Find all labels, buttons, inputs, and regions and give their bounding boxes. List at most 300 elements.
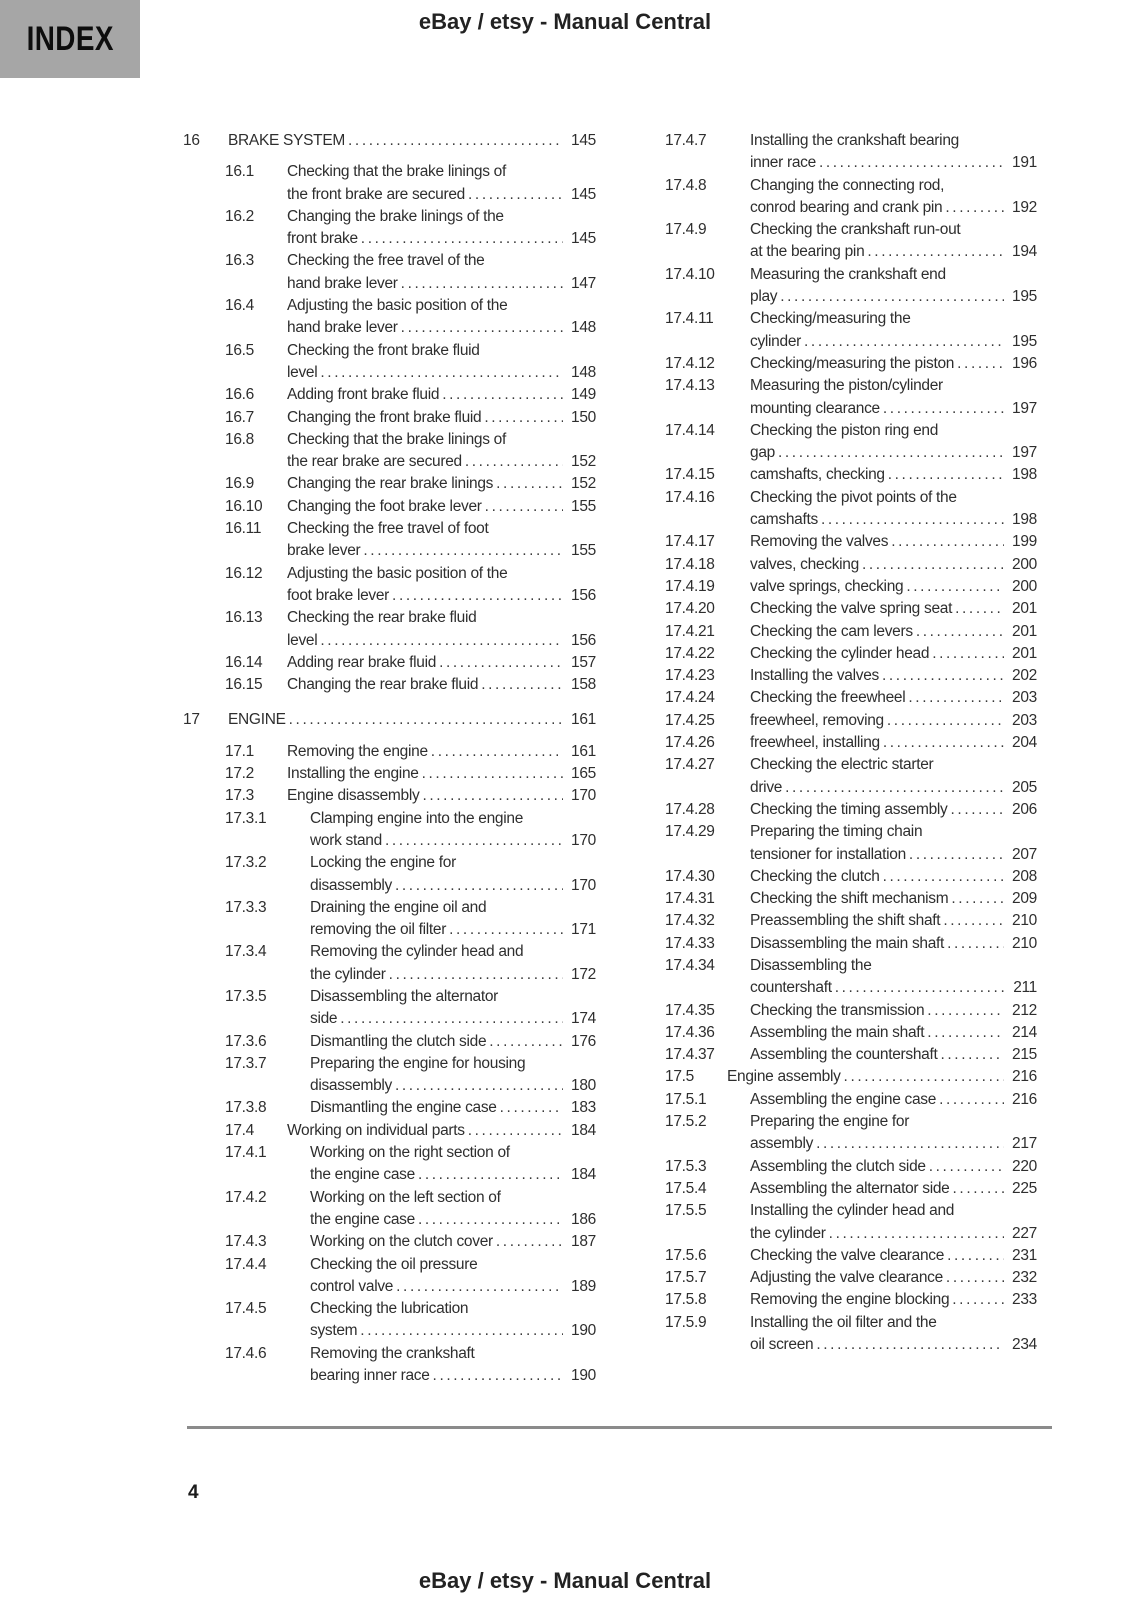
toc-entry-page: 207 [1012, 845, 1037, 863]
toc-entry-title-line: Checking that the brake linings of [287, 163, 506, 181]
toc-entry-title-line: camshafts, checking [750, 466, 885, 484]
toc-entry [623, 1044, 1037, 1066]
toc-entry-page: 190 [571, 1367, 596, 1385]
toc-entry-title [750, 1000, 1037, 1022]
toc-entry-title-line: Assembling the engine case [750, 1090, 937, 1108]
toc-entry-title [310, 1298, 596, 1343]
toc-entry-title-line: Checking the free travel of the [287, 252, 485, 270]
toc-entry-page: 233 [1012, 1291, 1037, 1309]
dot-leader [883, 398, 1004, 420]
dot-leader [835, 977, 1004, 999]
toc-entry-page: 203 [1012, 689, 1037, 707]
toc-entry-title [750, 554, 1037, 576]
toc-entry-title [750, 464, 1037, 486]
toc-entry-title [287, 250, 596, 295]
dot-leader [418, 1209, 563, 1231]
toc-entry-title-line: the cylinder [310, 965, 386, 983]
toc-entry [623, 732, 1037, 754]
toc-entry-title-line: freewheel, installing [750, 734, 880, 752]
dot-leader [906, 576, 1004, 598]
toc-entry-number: 16.15 [225, 676, 263, 694]
toc-entry-title-line: Adjusting the basic position of the [287, 564, 508, 582]
toc-entry-title-line: hand brake lever [287, 319, 398, 337]
dot-leader [289, 709, 563, 731]
toc-entry-title-line: BRAKE SYSTEM [228, 132, 345, 149]
dot-leader [951, 799, 1005, 821]
toc-entry-title [750, 353, 1037, 375]
toc-entry-title-line: Checking the freewheel [750, 689, 906, 707]
toc-entry-title-line: the front brake are secured [287, 185, 466, 203]
toc-entry [623, 576, 1037, 598]
toc-entry-title [750, 754, 1037, 799]
toc-entry [623, 1289, 1037, 1311]
dot-leader [947, 933, 1004, 955]
toc-entry-number: 17.4.33 [665, 934, 715, 952]
dot-leader [816, 1133, 1004, 1155]
toc-entry-number: 17.4.35 [665, 1001, 715, 1019]
toc-entry [623, 1000, 1037, 1022]
toc-entry-title [287, 206, 596, 251]
toc-entry-title-line: Installing the valves [750, 667, 879, 685]
toc-entry-title-line: hand brake lever [287, 274, 398, 292]
toc-entry [623, 1022, 1037, 1044]
toc-entry-title-line: level [287, 631, 318, 649]
toc-entry [623, 175, 1037, 220]
toc-entry [623, 754, 1037, 799]
toc-entry [623, 821, 1037, 866]
toc-entry-page: 191 [1012, 154, 1037, 172]
toc-entry-title [750, 1156, 1037, 1178]
toc-entry-title [287, 763, 596, 785]
toc-entry-title [750, 531, 1037, 553]
toc-entry-number: 17.5.7 [665, 1269, 707, 1287]
toc-entry-title-line: oil screen [750, 1336, 814, 1354]
toc-entry-title-line: Checking the cylinder head [750, 644, 930, 662]
toc-entry [183, 1254, 596, 1299]
toc-entry [623, 264, 1037, 309]
dot-leader [396, 1276, 563, 1298]
toc-entry-title [310, 1031, 596, 1053]
toc-entry-title [310, 1142, 596, 1187]
toc-entry-title-line: Checking the clutch [750, 867, 880, 885]
toc-entry-page: 170 [571, 787, 596, 805]
dot-leader [816, 1334, 1004, 1356]
toc-entry-number: 16.2 [225, 207, 254, 225]
dot-leader [465, 451, 563, 473]
toc-entry-title [750, 799, 1037, 821]
toc-entry-title-line: Checking the oil pressure [310, 1255, 478, 1273]
dot-leader [927, 1022, 1004, 1044]
toc-entry-number: 17.4.37 [665, 1046, 715, 1064]
toc-entry-page: 196 [1012, 354, 1037, 372]
toc-entry-title-line: Removing the engine blocking [750, 1291, 950, 1309]
dot-leader [484, 407, 563, 429]
footer-document-title: eBay / etsy - Manual Central [418, 1568, 712, 1593]
toc-entry-title-line: tensioner for installation [750, 845, 906, 863]
toc-entry-page: 198 [1012, 466, 1037, 484]
toc-entry-page: 197 [1012, 444, 1037, 462]
toc-entry-title [310, 1254, 596, 1299]
toc-entry-number: 17.4.4 [225, 1255, 267, 1273]
toc-entry-title-line: Assembling the main shaft [750, 1023, 925, 1041]
toc-entry [183, 986, 596, 1031]
dot-leader [844, 1066, 1004, 1088]
toc-entry-page: 195 [1012, 332, 1037, 350]
toc-entry-page: 198 [1012, 511, 1037, 529]
toc-entry-title [287, 785, 596, 807]
toc-entry [623, 1245, 1037, 1267]
toc-entry [183, 897, 596, 942]
toc-entry-page: 210 [1012, 912, 1037, 930]
toc-entry-number: 17.4.23 [665, 667, 715, 685]
toc-entry-page: 156 [571, 631, 596, 649]
toc-entry [183, 709, 596, 731]
toc-entry [183, 407, 596, 429]
toc-entry-title-line: Removing the engine [287, 742, 428, 760]
toc-entry-page: 147 [571, 274, 596, 292]
toc-entry-number: 16.3 [225, 252, 254, 270]
toc-entry [623, 643, 1037, 665]
toc-entry [183, 496, 596, 518]
toc-entry-number: 17.4.25 [665, 711, 715, 729]
toc-entry-page: 184 [571, 1166, 596, 1184]
toc-entry-title-line: cylinder [750, 332, 802, 350]
toc-entry-page: 217 [1012, 1135, 1037, 1153]
toc-entry-title [750, 687, 1037, 709]
toc-entry-page: 183 [571, 1099, 596, 1117]
toc-entry-page: 194 [1012, 243, 1037, 261]
toc-entry-title [287, 652, 596, 674]
toc-entry-title-line: work stand [310, 831, 382, 849]
toc-entry-title [287, 674, 596, 696]
dot-leader [862, 554, 1004, 576]
toc-entry-page: 152 [571, 453, 596, 471]
toc-entry-title [310, 1343, 596, 1388]
toc-entry-title-line: assembly [750, 1135, 814, 1153]
toc-entry [183, 563, 596, 608]
dot-leader [422, 785, 563, 807]
toc-entry-page: 234 [1012, 1336, 1037, 1354]
toc-entry-page: 212 [1012, 1001, 1037, 1019]
toc-entry-title-line: the cylinder [750, 1224, 826, 1242]
toc-entry-title-line: Checking the free travel of foot [287, 520, 489, 538]
toc-entry [183, 206, 596, 251]
dot-leader [389, 964, 563, 986]
dot-leader [829, 1223, 1004, 1245]
toc-entry [623, 687, 1037, 709]
toc-entry-number: 17.4.19 [665, 577, 715, 595]
toc-entry-number: 17.4.12 [665, 354, 715, 372]
toc-entry-page: 186 [571, 1210, 596, 1228]
toc-entry-title-line: Checking/measuring the [750, 310, 911, 328]
toc-entry-title-line: Changing the brake linings of the [287, 207, 504, 225]
toc-entry-title-line: Changing the front brake fluid [287, 408, 482, 426]
dot-leader [401, 273, 563, 295]
dot-leader [882, 665, 1004, 687]
toc-entry-title [287, 496, 596, 518]
toc-entry [183, 384, 596, 406]
toc-entry-title [750, 710, 1037, 732]
toc-entry-title [750, 1111, 1037, 1156]
toc-entry [623, 130, 1037, 175]
toc-entry-number: 17.4.27 [665, 756, 715, 774]
toc-entry [623, 1089, 1037, 1111]
toc-entry [183, 473, 596, 495]
toc-entry [623, 420, 1037, 465]
toc-entry-title-line: conrod bearing and crank pin [750, 198, 943, 216]
toc-entry-page: 161 [571, 742, 596, 760]
toc-entry-title-line: at the bearing pin [750, 243, 865, 261]
toc-entry-title-line: Checking the cam levers [750, 622, 913, 640]
toc-entry-title [310, 852, 596, 897]
toc-entry [183, 941, 596, 986]
toc-entry-title [750, 420, 1037, 465]
toc-entry-number: 17.4.16 [665, 488, 715, 506]
toc-entry-title-line: Changing the connecting rod, [750, 176, 945, 194]
toc-entry-title-line: valves, checking [750, 555, 859, 573]
toc-entry [623, 888, 1037, 910]
toc-entry-title [287, 607, 596, 652]
toc-entry-number: 17.4.8 [665, 176, 707, 194]
toc-entry-page: 201 [1012, 622, 1037, 640]
toc-entry [183, 1343, 596, 1388]
toc-entry [183, 1298, 596, 1343]
toc-entry-title-line: Preparing the engine for housing [310, 1054, 526, 1072]
toc-entry-title [287, 384, 596, 406]
toc-entry-page: 156 [571, 586, 596, 604]
toc-entry-page: 170 [571, 876, 596, 894]
dot-leader [442, 384, 563, 406]
toc-entry-number: 17.3.6 [225, 1032, 267, 1050]
dot-leader [496, 473, 563, 495]
toc-entry-page: 211 [1013, 979, 1037, 997]
toc-entry [623, 1312, 1037, 1357]
toc-entry-title [287, 161, 596, 206]
toc-entry-title [750, 1089, 1037, 1111]
toc-entry [623, 621, 1037, 643]
toc-entry-number: 16.5 [225, 341, 254, 359]
toc-entry-title-line: side [310, 1010, 338, 1028]
dot-leader [940, 1044, 1004, 1066]
toc-entry-page: 145 [571, 185, 596, 203]
toc-entry-title-line: Disassembling the [750, 956, 872, 974]
toc-entry-title-line: Installing the crankshaft bearing [750, 132, 959, 149]
toc-entry-number: 17.4 [225, 1121, 254, 1139]
dot-leader [320, 630, 563, 652]
toc-entry [183, 340, 596, 385]
toc-entry-title [287, 563, 596, 608]
dot-leader [883, 866, 1004, 888]
toc-entry [183, 808, 596, 853]
toc-entry-title-line: Removing the valves [750, 533, 889, 551]
toc-entry-number: 17.4.36 [665, 1023, 715, 1041]
toc-entry-title [750, 621, 1037, 643]
toc-entry-page: 206 [1012, 800, 1037, 818]
toc-entry-title-line: Checking the pivot points of the [750, 488, 957, 506]
toc-entry-title [750, 910, 1037, 932]
toc-entry-title-line: Preparing the engine for [750, 1113, 910, 1131]
toc-entry-page: 148 [571, 319, 596, 337]
toc-entry-title [228, 130, 596, 152]
toc-entry-page: 205 [1012, 778, 1037, 796]
toc-entry-title-line: Changing the rear brake fluid [287, 676, 479, 694]
toc-entry-title [310, 1187, 596, 1232]
toc-entry-title-line: Changing the rear brake linings [287, 475, 494, 493]
toc-entry-title-line: Checking/measuring the piston [750, 354, 955, 372]
toc-entry-number: 17.3.8 [225, 1099, 267, 1117]
dot-leader [468, 184, 563, 206]
toc-entry-number: 17.3 [225, 787, 254, 805]
toc-entry-page: 165 [571, 765, 596, 783]
toc-entry-title [750, 308, 1037, 353]
toc-entry-title [750, 732, 1037, 754]
toc-entry [183, 429, 596, 474]
toc-entry-title [750, 1044, 1037, 1066]
toc-entry-page: 232 [1012, 1269, 1037, 1287]
toc-entry-title [287, 295, 596, 340]
toc-entry-number: 17.4.31 [665, 890, 715, 908]
toc-entry-number: 17.5.4 [665, 1179, 707, 1197]
toc-entry-title [750, 487, 1037, 532]
toc-entry [623, 1200, 1037, 1245]
toc-entry-number: 17.4.29 [665, 823, 715, 841]
toc-entry-page: 220 [1012, 1157, 1037, 1175]
toc-entry [183, 674, 596, 696]
toc-entry-page: 214 [1012, 1023, 1037, 1041]
dot-leader [887, 710, 1004, 732]
toc-entry-number: 17 [183, 711, 200, 729]
toc-entry-title [310, 1053, 596, 1098]
toc-entry-title [750, 888, 1037, 910]
toc-entry-title-line: system [310, 1322, 358, 1340]
dot-leader [955, 598, 1004, 620]
toc-entry-page: 184 [571, 1121, 596, 1139]
toc-entry [183, 1231, 596, 1253]
toc-entry [183, 785, 596, 807]
toc-entry-title [287, 473, 596, 495]
toc-entry-title [310, 1097, 596, 1119]
toc-entry-number: 17.3.2 [225, 854, 267, 872]
toc-entry-title-line: gap [750, 444, 775, 462]
toc-entry-number: 17.4.7 [665, 132, 707, 149]
toc-entry-page: 210 [1012, 934, 1037, 952]
toc-entry-page: 172 [571, 965, 596, 983]
toc-entry-title [287, 741, 596, 763]
dot-leader [340, 1008, 563, 1030]
toc-entry-title-line: control valve [310, 1277, 394, 1295]
toc-entry-number: 17.4.9 [665, 221, 707, 239]
toc-entry-title-line: brake lever [287, 542, 361, 560]
toc-entry-page: 208 [1012, 867, 1037, 885]
toc-entry-page: 145 [571, 230, 596, 248]
toc-entry [623, 1156, 1037, 1178]
dot-leader [422, 763, 563, 785]
dot-leader [433, 1365, 563, 1387]
toc-left-column [183, 130, 596, 1387]
toc-entry [623, 531, 1037, 553]
toc-entry-title-line: Installing the engine [287, 765, 419, 783]
toc-entry-title-line: Checking the shift mechanism [750, 890, 949, 908]
toc-entry-title-line: Checking the valve spring seat [750, 600, 953, 618]
toc-entry-title [310, 808, 596, 853]
dot-leader [348, 130, 563, 152]
toc-entry-number: 16.8 [225, 430, 254, 448]
toc-entry-title-line: Installing the oil filter and the [750, 1313, 937, 1331]
dot-leader [804, 331, 1004, 353]
toc-entry [183, 852, 596, 897]
dot-leader [939, 1089, 1004, 1111]
toc-entry-page: 200 [1012, 555, 1037, 573]
toc-entry-title-line: Preassembling the shift shaft [750, 912, 941, 930]
dot-leader [361, 228, 563, 250]
toc-entry-title [750, 1178, 1037, 1200]
toc-entry-page: 201 [1012, 600, 1037, 618]
dot-leader [929, 1156, 1004, 1178]
toc-entry-page: 215 [1012, 1046, 1037, 1064]
toc-entry [623, 219, 1037, 264]
toc-entry-page: 145 [571, 132, 596, 149]
toc-entry-number: 17.4.20 [665, 600, 715, 618]
toc-entry-page: 171 [571, 921, 596, 939]
toc-entry-title [750, 375, 1037, 420]
toc-entry-title-line: Working on individual parts [287, 1121, 465, 1139]
toc-entry-page: 227 [1012, 1224, 1037, 1242]
dot-leader [449, 919, 563, 941]
toc-entry-number: 17.4.26 [665, 734, 715, 752]
dot-leader [947, 1245, 1004, 1267]
toc-entry-number: 16.11 [225, 520, 262, 538]
toc-entry-title-line: Assembling the alternator side [750, 1179, 950, 1197]
toc-entry [623, 464, 1037, 486]
toc-entry-title [750, 219, 1037, 264]
toc-entry-title-line: Checking the piston ring end [750, 421, 939, 439]
toc-entry-title-line: Engine disassembly [287, 787, 420, 805]
toc-entry-number: 17.5.3 [665, 1157, 707, 1175]
toc-entry-number: 16.7 [225, 408, 254, 426]
dot-leader [908, 687, 1004, 709]
toc-entry-title-line: Installing the cylinder head and [750, 1202, 955, 1220]
toc-entry [183, 741, 596, 763]
toc-entry [623, 308, 1037, 353]
toc-entry-title-line: Checking the transmission [750, 1001, 925, 1019]
toc-entry-title-line: Checking that the brake linings of [287, 430, 506, 448]
toc-entry-number: 17.5.5 [665, 1202, 707, 1220]
toc-entry-page: 225 [1012, 1179, 1037, 1197]
toc-entry [183, 607, 596, 652]
toc-entry-title [310, 986, 596, 1031]
toc-entry-number: 17.3.3 [225, 898, 267, 916]
toc-entry-title [750, 598, 1037, 620]
toc-entry-title-line: Checking the valve clearance [750, 1246, 945, 1264]
index-tab-label: INDEX [26, 19, 114, 58]
toc-entry-page: 170 [571, 831, 596, 849]
table-of-contents [183, 130, 1037, 1387]
dot-leader [392, 585, 563, 607]
toc-entry-title-line: Working on the left section of [310, 1188, 501, 1206]
toc-entry [623, 1111, 1037, 1156]
toc-entry-title [287, 407, 596, 429]
dot-leader [489, 1031, 563, 1053]
dot-leader [485, 496, 563, 518]
toc-entry-title-line: Adjusting the basic position of the [287, 297, 508, 315]
toc-entry [623, 710, 1037, 732]
toc-entry-title [287, 429, 596, 474]
toc-entry-number: 17.5.1 [665, 1090, 707, 1108]
toc-entry-title-line: inner race [750, 154, 816, 172]
toc-entry-title-line: bearing inner race [310, 1367, 430, 1385]
toc-entry-title-line: Locking the engine for [310, 854, 456, 872]
dot-leader [891, 531, 1004, 553]
